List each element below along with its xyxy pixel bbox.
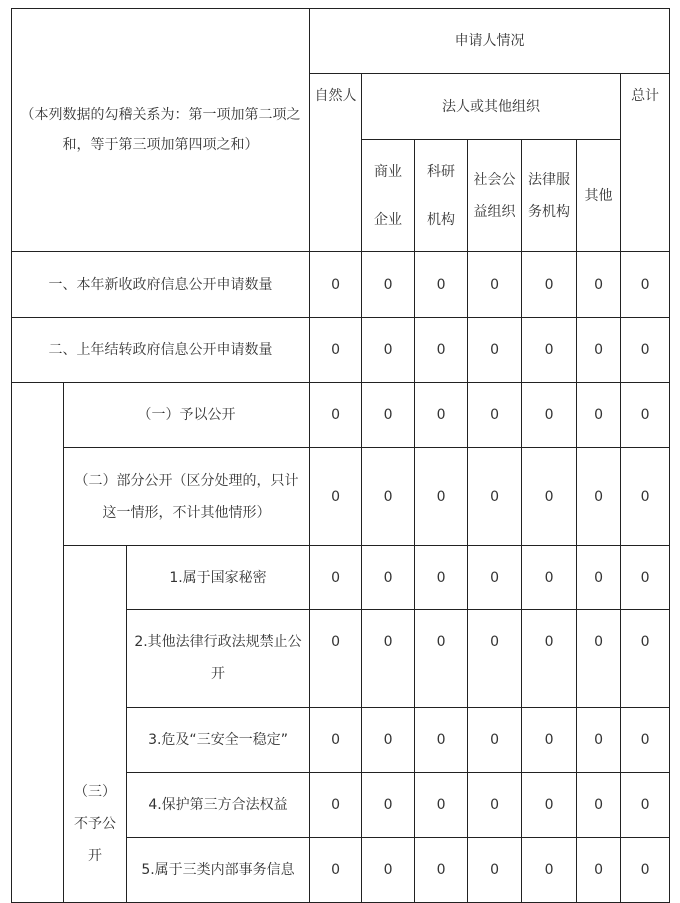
cell-commercial: 0 (362, 383, 415, 448)
cell-social: 0 (468, 546, 522, 610)
table-row (12, 448, 670, 546)
legal-or-other-org-header: 法人或其他组织 (362, 74, 621, 140)
cell-research: 0 (415, 773, 468, 838)
cell-commercial: 0 (362, 448, 415, 546)
applicant-situation-header: 申请人情况 (310, 9, 670, 74)
cell-total: 0 (621, 838, 670, 903)
cell-total: 0 (621, 318, 670, 383)
cell-natural-person: 0 (310, 773, 362, 838)
cell-legal-service: 0 (522, 318, 577, 383)
table-row (12, 318, 670, 383)
not-disclosed-group-label (64, 546, 127, 903)
row-label: 1.属于国家秘密 (127, 546, 310, 610)
cell-research: 0 (415, 838, 468, 903)
commercial-header-line2: 企业 (374, 211, 403, 228)
row-label: 3.危及“三安全一稳定” (127, 708, 310, 773)
table-row (12, 546, 670, 610)
row-label: 2.其他法律行政法规禁止公开 (127, 610, 310, 708)
cell-research: 0 (415, 448, 468, 546)
table-row (12, 383, 670, 448)
cell-social: 0 (468, 383, 522, 448)
cell-social: 0 (468, 773, 522, 838)
cell-other: 0 (577, 252, 621, 318)
social-welfare-org-header (468, 140, 522, 252)
cell-natural-person: 0 (310, 708, 362, 773)
cell-legal-service: 0 (522, 383, 577, 448)
cell-legal-service: 0 (522, 610, 577, 708)
research-institution-header (415, 140, 468, 252)
cell-other: 0 (577, 546, 621, 610)
legal-service-header-line2: 务机构 (528, 203, 571, 220)
disclosure-statistics-table (11, 8, 670, 903)
row-label: （二）部分公开（区分处理的，只计这一情形，不计其他情形） (64, 448, 310, 546)
legal-service-header-line1: 法律服 (528, 171, 571, 188)
cell-natural-person: 0 (310, 252, 362, 318)
cell-legal-service: 0 (522, 252, 577, 318)
cell-social: 0 (468, 838, 522, 903)
cell-commercial: 0 (362, 610, 415, 708)
cell-other: 0 (577, 448, 621, 546)
cell-social: 0 (468, 448, 522, 546)
cell-research: 0 (415, 610, 468, 708)
cell-other: 0 (577, 773, 621, 838)
cell-total: 0 (621, 383, 670, 448)
cell-commercial: 0 (362, 318, 415, 383)
cell-natural-person: 0 (310, 546, 362, 610)
cell-natural-person: 0 (310, 838, 362, 903)
cell-legal-service: 0 (522, 546, 577, 610)
row-label: 二、上年结转政府信息公开申请数量 (12, 318, 310, 383)
cell-research: 0 (415, 708, 468, 773)
not-disclosed-label-line1: （三） (74, 784, 116, 800)
table-row (12, 252, 670, 318)
social-header-line2: 益组织 (473, 203, 516, 220)
social-header-line1: 社会公 (473, 171, 516, 188)
cell-commercial: 0 (362, 773, 415, 838)
cell-other: 0 (577, 318, 621, 383)
cell-natural-person: 0 (310, 448, 362, 546)
cell-commercial: 0 (362, 708, 415, 773)
row-label: 一、本年新收政府信息公开申请数量 (12, 252, 310, 318)
commercial-enterprise-header (362, 140, 415, 252)
cell-research: 0 (415, 252, 468, 318)
cell-other: 0 (577, 838, 621, 903)
cell-total: 0 (621, 252, 670, 318)
cell-social: 0 (468, 610, 522, 708)
cell-commercial: 0 (362, 546, 415, 610)
cell-total: 0 (621, 546, 670, 610)
cell-total: 0 (621, 773, 670, 838)
cell-legal-service: 0 (522, 708, 577, 773)
cell-research: 0 (415, 318, 468, 383)
legal-service-org-header (522, 140, 577, 252)
row-label: （一）予以公开 (64, 383, 310, 448)
group-outer-cell (12, 383, 64, 903)
cell-social: 0 (468, 318, 522, 383)
other-org-header: 其他 (577, 140, 621, 252)
cell-legal-service: 0 (522, 773, 577, 838)
cell-total: 0 (621, 448, 670, 546)
not-disclosed-label-line3: 开 (88, 848, 102, 864)
cell-natural-person: 0 (310, 318, 362, 383)
cell-legal-service: 0 (522, 448, 577, 546)
cell-other: 0 (577, 383, 621, 448)
cell-other: 0 (577, 708, 621, 773)
cell-other: 0 (577, 610, 621, 708)
cell-research: 0 (415, 546, 468, 610)
cell-commercial: 0 (362, 252, 415, 318)
cell-total: 0 (621, 610, 670, 708)
research-header-line2: 机构 (427, 211, 456, 228)
total-header: 总计 (621, 74, 670, 252)
row-label: 4.保护第三方合法权益 (127, 773, 310, 838)
disclosure-table-container (11, 8, 670, 903)
cell-natural-person: 0 (310, 383, 362, 448)
research-header-line1: 科研 (427, 163, 456, 180)
cell-total: 0 (621, 708, 670, 773)
not-disclosed-label-line2: 不予公 (74, 816, 116, 832)
cell-social: 0 (468, 252, 522, 318)
natural-person-header: 自然人 (310, 74, 362, 252)
cell-natural-person: 0 (310, 610, 362, 708)
cell-legal-service: 0 (522, 838, 577, 903)
cell-research: 0 (415, 383, 468, 448)
row-label: 5.属于三类内部事务信息 (127, 838, 310, 903)
cell-social: 0 (468, 708, 522, 773)
table-note-header: （本列数据的勾稽关系为：第一项加第二项之和，等于第三项加第四项之和） (12, 9, 310, 252)
commercial-header-line1: 商业 (374, 163, 403, 180)
cell-commercial: 0 (362, 838, 415, 903)
